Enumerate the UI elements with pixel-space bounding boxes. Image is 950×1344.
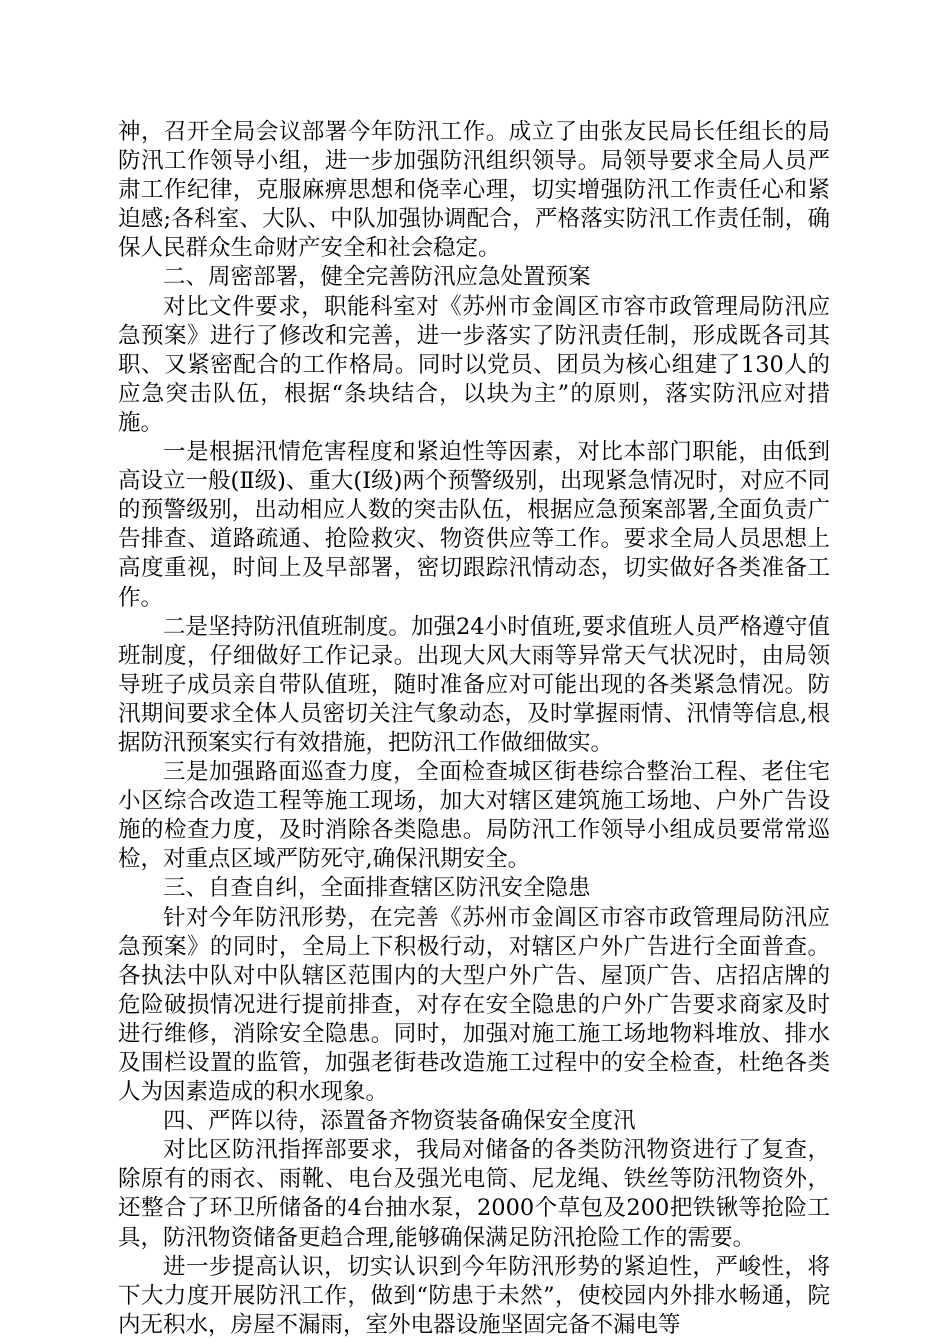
- section-heading-3: 三、自查自纠，全面排查辖区防汛安全隐患: [163, 875, 591, 902]
- document-page: [118, 118, 830, 1340]
- section-heading-2: 二、周密部署，健全完善防汛应急处置预案: [163, 264, 591, 291]
- paragraph-conclusion: 进一步提高认识，切实认识到今年防汛形势的紧迫性，严峻性，将下大力度开展防汛工作，做到“防患于未然”，使校园内外排水畅通，院内无积水，房屋不漏雨，室外电器设施坚固完备不漏电等: [118, 1253, 830, 1338]
- paragraph-road-inspection: 三是加强路面巡查力度，全面检查城区街巷综合整治工程、老住宅小区综合改造工程等施工现场，加大对辖区建筑施工场地、户外广告设施的检查力度，及时消除各类隐患。局防汛工作领导小组成员要常常巡检，对重点区域严防死守,确保汛期安全。: [118, 759, 830, 873]
- paragraph-intro: 神，召开全局会议部署今年防汛工作。成立了由张友民局长任组长的局防汛工作领导小组，进一步加强防汛组织领导。局领导要求全局人员严肃工作纪律，克服麻痹思想和侥幸心理，切实增强防汛工作责任心和紧迫感;各科室、大队、中队加强协调配合，严格落实防汛工作责任制，确保人民群众生命财产安全和社会稳定。: [118, 119, 830, 262]
- paragraph-self-inspection: 针对今年防汛形势，在完善《苏州市金阊区市容市政管理局防汛应急预案》的同时，全局上下积极行动，对辖区户外广告进行全面普查。各执法中队对中队辖区范围内的大型户外广告、屋顶广告、店招店牌的危险破损情况进行提前排查，对存在安全隐患的户外广告要求商家及时进行维修，消除安全隐患。同时，加强对施工施工场地物料堆放、排水及围栏设置的监管，加强老街巷改造施工过程中的安全检查，杜绝各类人为因素造成的积水现象。: [118, 904, 830, 1106]
- paragraph-duty-system: 二是坚持防汛值班制度。加强24小时值班,要求值班人员严格遵守值班制度，仔细做好工作记录。出现大风大雨等异常天气状况时，由局领导班子成员亲自带队值班，随时准备应对可能出现的各类紧急情况。防汛期间要求全体人员密切关注气象动态，及时掌握雨情、汛情等信息,根据防汛预案实行有效措施，把防汛工作做细做实。: [118, 613, 830, 756]
- paragraph-warning-levels: 一是根据汛情危害程度和紧迫性等因素，对比本部门职能，由低到高设立一般(Ⅱ级)、重大(Ⅰ级)两个预警级别，出现紧急情况时，对应不同的预警级别，出动相应人数的突击队伍，根据应急预案部署,全面负责广告排查、道路疏通、抢险救灾、物资供应等工作。要求全局人员思想上高度重视，时间上及早部署，密切跟踪汛情动态，切实做好各类准备工作。: [118, 439, 830, 611]
- paragraph-materials: 对比区防汛指挥部要求，我局对储备的各类防汛物资进行了复查，除原有的雨衣、雨靴、电台及强光电筒、尼龙绳、铁丝等防汛物资外，还整合了环卫所储备的4台抽水泵，2000个草包及200把铁锹等抢险工具，防汛物资储备更趋合理,能够确保满足防汛抢险工作的需要。: [118, 1137, 830, 1251]
- section-heading-4: 四、严阵以待，添置备齐物资装备确保安全度汛: [163, 1108, 636, 1135]
- paragraph-plan-revision: 对比文件要求，职能科室对《苏州市金阊区市容市政管理局防汛应急预案》进行了修改和完善，进一步落实了防汛责任制，形成既各司其职、又紧密配合的工作格局。同时以党员、团员为核心组建了130人的应急突击队伍，根据“条块结合，以块为主”的原则，落实防汛应对措施。: [118, 293, 830, 436]
